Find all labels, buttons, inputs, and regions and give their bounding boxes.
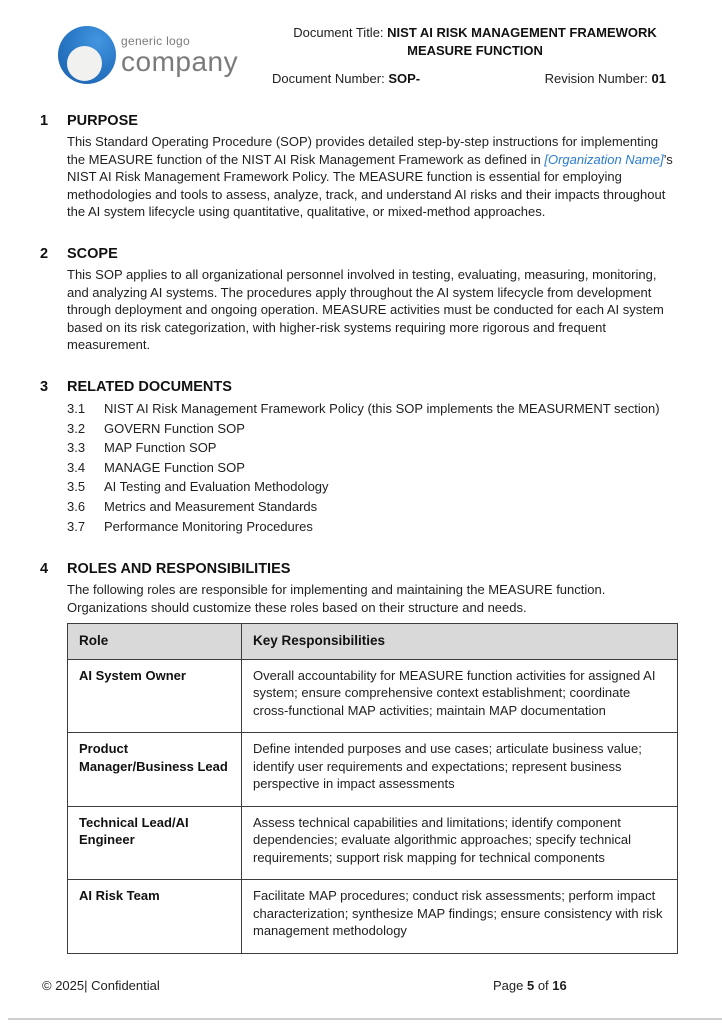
logo-company-name: company bbox=[121, 45, 239, 77]
section-heading-purpose bbox=[40, 113, 678, 129]
organization-name-placeholder: [Organization Name] bbox=[544, 151, 664, 167]
page-number: 5 bbox=[526, 978, 535, 993]
document-title-value2: MEASURE FUNCTION bbox=[407, 43, 543, 58]
document-title-value: NIST AI RISK MANAGEMENT FRAMEWORK bbox=[387, 25, 657, 40]
roles-intro-paragraph: The following roles are responsible for implementing and maintaining the MEASURE function. Organizations should customize these roles based on their structure and needs. bbox=[67, 582, 606, 615]
document-header-block bbox=[272, 24, 678, 88]
of-label: of bbox=[534, 978, 553, 993]
document-number-label: Document Number: bbox=[272, 71, 389, 86]
section-number: 3 bbox=[40, 378, 49, 395]
logo-tagline: generic logo bbox=[121, 33, 190, 48]
company-logo bbox=[58, 22, 272, 88]
logo-inner-circle bbox=[67, 46, 102, 81]
page-bottom-edge bbox=[8, 1018, 722, 1020]
copyright-text: © 2025| Confidential bbox=[42, 978, 160, 993]
document-title-line bbox=[272, 24, 678, 42]
document-content bbox=[0, 113, 722, 954]
table-row bbox=[68, 733, 678, 807]
section-title: ROLES AND RESPONSIBILITIES bbox=[67, 561, 291, 578]
table-row bbox=[68, 880, 678, 954]
role-name-cell: Product Manager/Business Lead bbox=[68, 733, 242, 807]
list-item-text: AI Testing and Evaluation Methodology bbox=[104, 479, 329, 495]
document-title-label: Document Title: bbox=[293, 25, 388, 40]
section-heading-related-documents bbox=[40, 379, 678, 395]
responsibilities-cell: Overall accountability for MEASURE function activities for assigned AI system; ensure comprehensive context establishment; coordinate cross-functional MAP activities; maintain MAP documentation bbox=[242, 659, 678, 733]
list-item bbox=[67, 458, 678, 478]
list-item bbox=[67, 517, 678, 537]
list-item-text: MANAGE Function SOP bbox=[104, 459, 245, 475]
list-item bbox=[67, 399, 678, 419]
revision-number-label: Revision Number: bbox=[544, 71, 652, 86]
list-item-number: 3.5 bbox=[67, 479, 86, 495]
table-header-responsibilities: Key Responsibilities bbox=[242, 624, 678, 660]
list-item-text: MAP Function SOP bbox=[104, 440, 217, 456]
section-number: 4 bbox=[40, 561, 49, 578]
roles-table bbox=[67, 623, 678, 954]
related-documents-list bbox=[67, 399, 678, 536]
responsibilities-cell: Define intended purposes and use cases; articulate business value; identify user requirements and expectations; represent business perspective in impact assessments bbox=[242, 733, 678, 807]
page-label: Page bbox=[493, 978, 527, 993]
scope-paragraph: This SOP applies to all organizational personnel involved in testing, evaluating, measuring, monitoring, and analyzing AI systems. The procedures apply throughout the AI system lifecycle from development through deployment and ongoing operation. MEASURE activities must be conducted for each AI system based on its risk categorization, with higher-risk systems requiring more rigorous and frequent measurement. bbox=[67, 266, 664, 353]
logo-text bbox=[121, 35, 238, 76]
document-number-value: SOP- bbox=[388, 71, 421, 86]
list-item-number: 3.2 bbox=[67, 420, 86, 436]
section-heading-scope bbox=[40, 246, 678, 262]
table-row bbox=[68, 659, 678, 733]
purpose-text-after: ’s NIST AI Risk Management Framework Policy. The MEASURE function is essential for employing methodologies and tools to assess, analyze, track, and understand AI risks and their impacts throughout the AI system lifecycle using quantitative, qualitative, or mixed-method approaches. bbox=[67, 151, 673, 220]
section-title: RELATED DOCUMENTS bbox=[67, 378, 232, 395]
role-name-cell: AI Risk Team bbox=[68, 880, 242, 954]
list-item-number: 3.4 bbox=[67, 459, 86, 475]
page-number-indicator bbox=[493, 978, 567, 993]
table-header-role: Role bbox=[68, 624, 242, 660]
list-item bbox=[67, 497, 678, 517]
section-number: 1 bbox=[40, 113, 49, 129]
section-number: 2 bbox=[40, 245, 49, 262]
section-heading-roles bbox=[40, 561, 678, 577]
page-total: 16 bbox=[552, 978, 567, 993]
document-meta-row bbox=[272, 70, 678, 88]
table-header-row bbox=[68, 624, 678, 660]
document-title-line2 bbox=[272, 42, 678, 60]
responsibilities-cell: Assess technical capabilities and limitations; identify component dependencies; evaluate algorithmic approaches; specify technical requirements; support risk mapping for technical components bbox=[242, 806, 678, 880]
list-item bbox=[67, 419, 678, 439]
section-title: SCOPE bbox=[67, 245, 118, 262]
list-item-number: 3.3 bbox=[67, 440, 86, 456]
list-item bbox=[67, 477, 678, 497]
purpose-text-before: This Standard Operating Procedure (SOP) provides detailed step-by-step instructions for implementing the MEASURE function of the NIST AI Risk Management Framework as defined in bbox=[67, 134, 659, 167]
list-item-number: 3.7 bbox=[67, 518, 86, 534]
list-item-text: Performance Monitoring Procedures bbox=[104, 518, 313, 534]
list-item-text: Metrics and Measurement Standards bbox=[104, 498, 318, 514]
role-name-cell: AI System Owner bbox=[68, 659, 242, 733]
list-item-text: NIST AI Risk Management Framework Policy (this SOP implements the MEASURMENT section) bbox=[104, 400, 660, 416]
purpose-paragraph bbox=[67, 133, 678, 221]
document-number bbox=[272, 70, 420, 88]
role-name-cell: Technical Lead/AI Engineer bbox=[68, 806, 242, 880]
list-item-text: GOVERN Function SOP bbox=[104, 420, 245, 436]
revision-number bbox=[545, 70, 666, 88]
responsibilities-cell: Facilitate MAP procedures; conduct risk assessments; perform impact characterization; synthesize MAP findings; ensure consistency with risk management methodology bbox=[242, 880, 678, 954]
list-item-number: 3.6 bbox=[67, 498, 86, 514]
list-item-number: 3.1 bbox=[67, 400, 86, 416]
logo-circle-icon bbox=[58, 26, 116, 84]
page-header bbox=[0, 0, 722, 88]
section-title: PURPOSE bbox=[67, 113, 138, 129]
table-row bbox=[68, 806, 678, 880]
list-item bbox=[67, 438, 678, 458]
revision-number-value: 01 bbox=[651, 71, 666, 86]
